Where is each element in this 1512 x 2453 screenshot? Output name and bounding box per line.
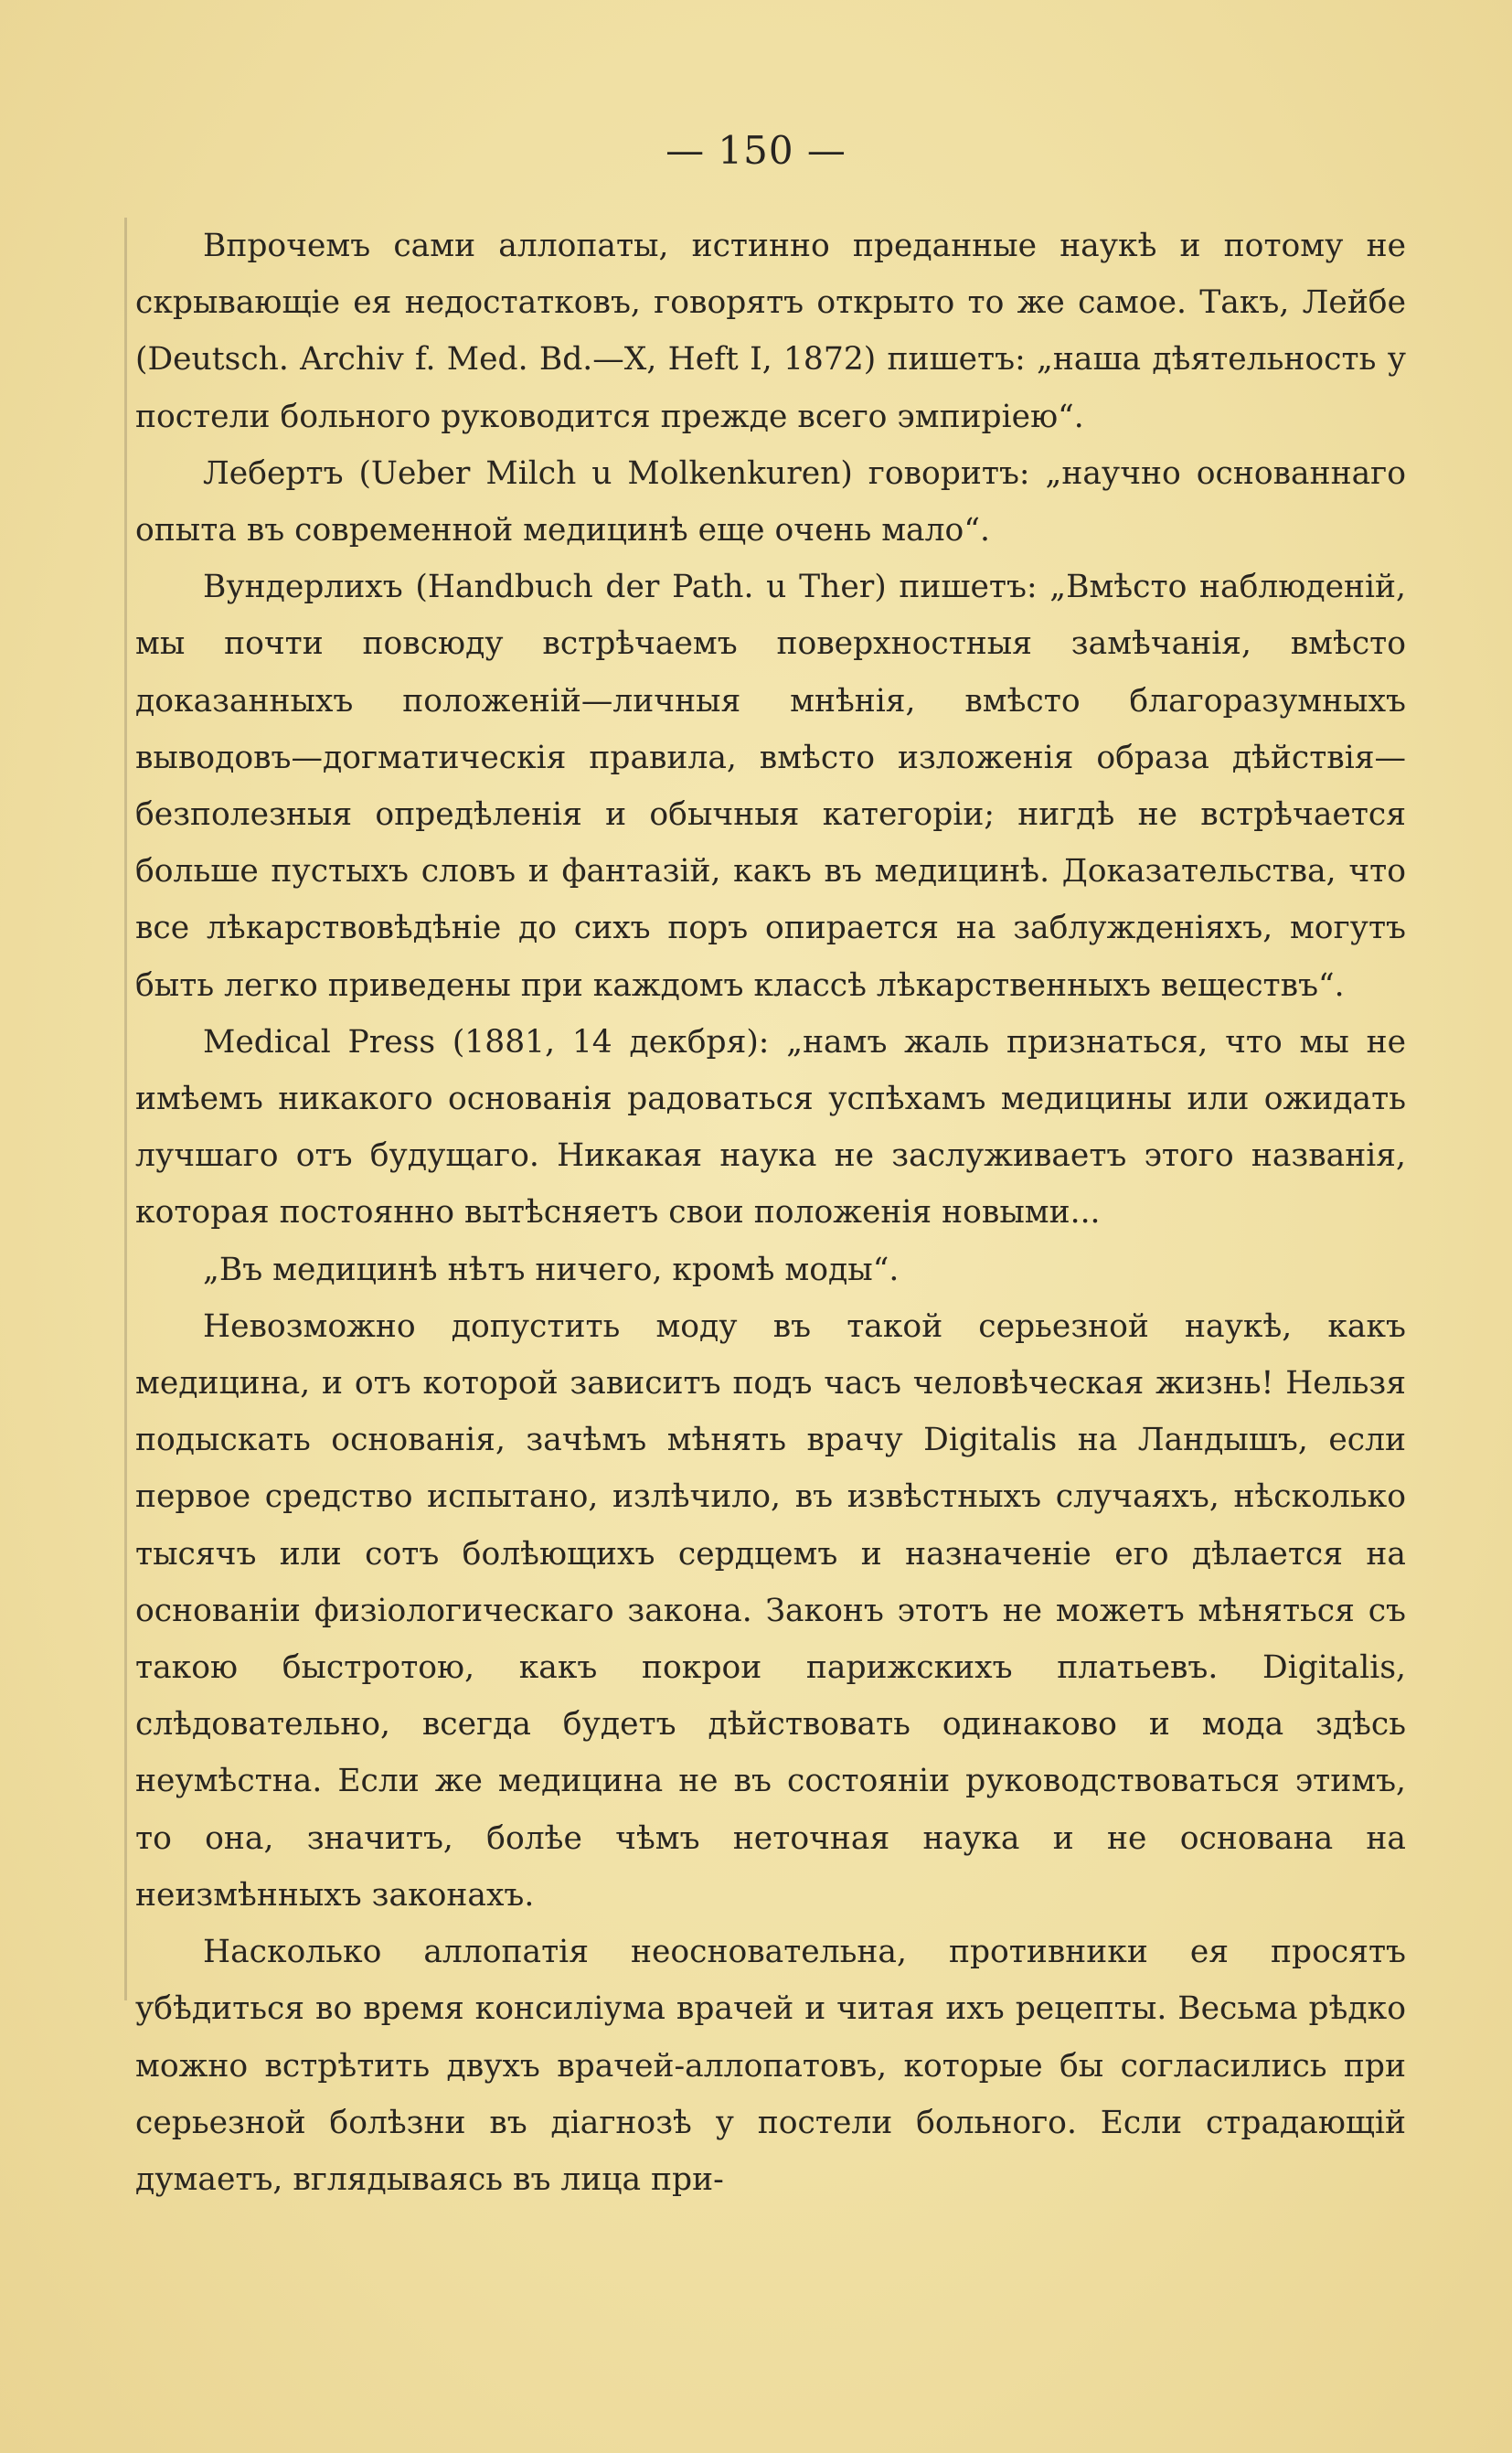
paragraph-consilium: Насколько аллопатія неосновательна, противники ея просятъ убѣдиться во время консиліума врачей и читая ихъ рецепты. Весьма рѣдко можно встрѣтить двухъ врачей-аллопатовъ, которые бы согласились при серьезной болѣзни въ діагнозѣ у постели больного. Если страдающій думаетъ, вглядываясь въ лица при-: [135, 1934, 1406, 2198]
paragraph-fashion-quote: „Въ медицинѣ нѣтъ ничего, кромѣ моды“.: [203, 1251, 900, 1288]
paragraph-medical-press: Medical Press (1881, 14 декбря): „намъ жаль признаться, что мы не имѣемъ никакого основанія радоваться успѣхамъ медицины или ожидать лучшаго отъ будущаго. Никакая наука не заслуживаетъ этого названія, которая постоянно вытѣсняетъ свои положенія новыми...: [135, 1023, 1406, 1232]
margin-mark: [124, 218, 127, 2000]
paragraph-lebert: Лебертъ (Ueber Milch u Molkenkuren) говоритъ: „научно основаннаго опыта въ современной медицинѣ еще очень мало“.: [135, 454, 1406, 549]
paragraph-leibe: Впрочемъ сами аллопаты, истинно преданные наукѣ и потому не скрывающіе ея недостатковъ, говорятъ открыто то же самое. Такъ, Лейбе (Deutsch. Archiv f. Med. Bd.—X, Heft I, 1872) пишетъ: „наша дѣятельность у постели больного руководится прежде всего эмпиріею“.: [135, 228, 1406, 435]
paragraph-digitalis: Невозможно допустить моду въ такой серьезной наукѣ, какъ медицина, и отъ которой зависитъ подъ часъ человѣческая жизнь! Нельзя подыскать основанія, зачѣмъ мѣнять врачу Digitalis на Ландышъ, если первое средство испытано, излѣчило, въ извѣстныхъ случаяхъ, нѣсколько тысячъ или сотъ болѣющихъ сердцемъ и назначеніе его дѣлается на основаніи физіологическаго закона. Законъ этотъ не можетъ мѣняться съ такою быстротою, какъ покрои парижскихъ платьевъ. Digitalis, слѣдовательно, всегда будетъ дѣйствовать одинаково и мода здѣсь неумѣстна. Если же медицина не въ состояніи руководствоваться этимъ, то она, значитъ, болѣе чѣмъ неточная наука и не основана на неизмѣнныхъ законахъ.: [135, 1307, 1406, 1914]
body-text: [135, 218, 1406, 2208]
page-number: — 150 —: [665, 128, 847, 173]
paragraph-wunderlich: Вундерлихъ (Handbuch der Path. u Ther) пишетъ: „Вмѣсто наблюденій, мы почти повсюду встрѣчаемъ поверхностныя замѣчанія, вмѣсто доказанныхъ положеній—личныя мнѣнія, вмѣсто благоразумныхъ выводовъ—догматическія правила, вмѣсто изложенія образа дѣйствія—безполезныя опредѣленія и обычныя категоріи; нигдѣ не встрѣчается больше пустыхъ словъ и фантазій, какъ въ медицинѣ. Доказательства, что все лѣкарствовѣдѣніе до сихъ поръ опирается на заблужденіяхъ, могутъ быть легко приведены при каждомъ классѣ лѣкарственныхъ веществъ“.: [135, 569, 1406, 1004]
